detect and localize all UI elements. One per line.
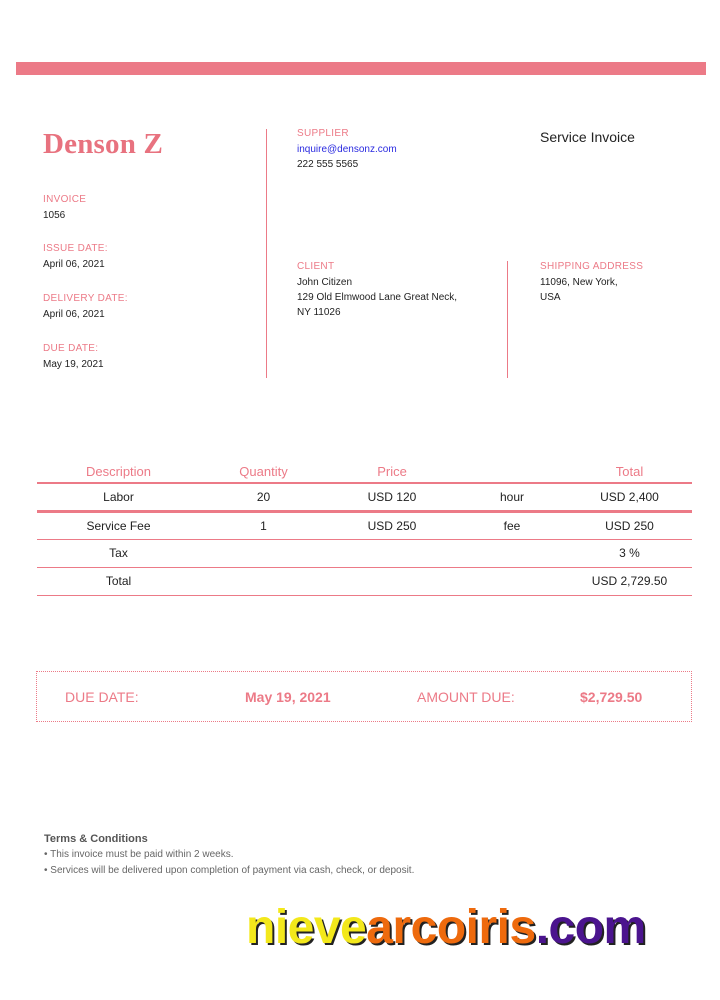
header-accent-bar	[16, 62, 706, 75]
divider-vertical-left	[266, 129, 267, 378]
cell-price	[327, 539, 457, 567]
summary-amount-due: $2,729.50	[580, 689, 643, 705]
due-date-label: DUE DATE:	[43, 343, 99, 354]
invoice-number: 1056	[43, 210, 66, 221]
line-items-table	[37, 460, 692, 596]
shipping-line1: 11096, New York,	[540, 277, 618, 288]
terms-title: Terms & Conditions	[44, 833, 148, 845]
cell-unit: hour	[457, 483, 567, 511]
invoice-number-block	[43, 194, 86, 223]
table-row-total	[37, 567, 692, 595]
column-header-quantity: Quantity	[200, 460, 327, 483]
summary-due-date: May 19, 2021	[245, 689, 331, 705]
cell-unit	[457, 539, 567, 567]
amount-due-summary	[36, 671, 692, 722]
cell-quantity: 20	[200, 483, 327, 511]
shipping-label: SHIPPING ADDRESS	[540, 261, 644, 272]
column-header-total: Total	[567, 460, 692, 483]
table-row	[37, 483, 692, 511]
client-name: John Citizen	[297, 277, 353, 288]
cell-description: Labor	[37, 483, 200, 511]
shipping-block	[540, 261, 643, 305]
supplier-phone: 222 555 5565	[297, 159, 359, 170]
issue-date: April 06, 2021	[43, 259, 105, 270]
supplier-email-link[interactable]: inquire@densonz.com	[297, 144, 397, 155]
client-address-line1: 129 Old Elmwood Lane Great Neck,	[297, 292, 458, 303]
supplier-block	[297, 128, 397, 172]
cell-quantity: 1	[200, 511, 327, 539]
terms-line: • Services will be delivered upon completion of payment via cash, check, or deposit.	[44, 865, 415, 876]
cell-price: USD 120	[327, 483, 457, 511]
company-name: Denson Z	[43, 128, 164, 160]
cell-total: 3 %	[567, 539, 692, 567]
column-header-description: Description	[37, 460, 200, 483]
cell-description: Tax	[37, 539, 200, 567]
watermark-part-2: arcoiris	[366, 901, 536, 954]
table-row	[37, 539, 692, 567]
summary-due-date-label: DUE DATE:	[65, 689, 139, 705]
issue-date-label: ISSUE DATE:	[43, 243, 108, 254]
watermark-part-1: nieve	[246, 901, 367, 954]
document-type-title: Service Invoice	[540, 129, 635, 145]
terms-and-conditions	[44, 833, 414, 879]
terms-line: • This invoice must be paid within 2 weeks.	[44, 849, 234, 860]
cell-total: USD 2,400	[567, 483, 692, 511]
cell-quantity	[200, 567, 327, 595]
cell-price: USD 250	[327, 511, 457, 539]
cell-quantity	[200, 539, 327, 567]
column-header-price: Price	[327, 460, 457, 483]
column-header-unit	[457, 460, 567, 483]
cell-price	[327, 567, 457, 595]
table-row	[37, 511, 692, 539]
table-header-row	[37, 460, 692, 483]
watermark-part-3: .com	[535, 901, 646, 954]
client-address-line2: NY 11026	[297, 307, 341, 318]
due-date: May 19, 2021	[43, 359, 104, 370]
invoice-number-label: INVOICE	[43, 194, 87, 205]
cell-description: Service Fee	[37, 511, 200, 539]
supplier-label: SUPPLIER	[297, 128, 349, 139]
delivery-date-block	[43, 293, 128, 322]
issue-date-block	[43, 243, 108, 272]
cell-unit	[457, 567, 567, 595]
due-date-block	[43, 343, 104, 372]
client-label: CLIENT	[297, 261, 335, 272]
shipping-line2: USA	[540, 292, 561, 303]
divider-vertical-right	[507, 261, 508, 378]
delivery-date: April 06, 2021	[43, 309, 105, 320]
watermark-logo	[246, 901, 646, 954]
client-block	[297, 261, 457, 320]
cell-total: USD 2,729.50	[567, 567, 692, 595]
delivery-date-label: DELIVERY DATE:	[43, 293, 128, 304]
cell-total: USD 250	[567, 511, 692, 539]
summary-amount-due-label: AMOUNT DUE:	[417, 689, 515, 705]
cell-description: Total	[37, 567, 200, 595]
cell-unit: fee	[457, 511, 567, 539]
